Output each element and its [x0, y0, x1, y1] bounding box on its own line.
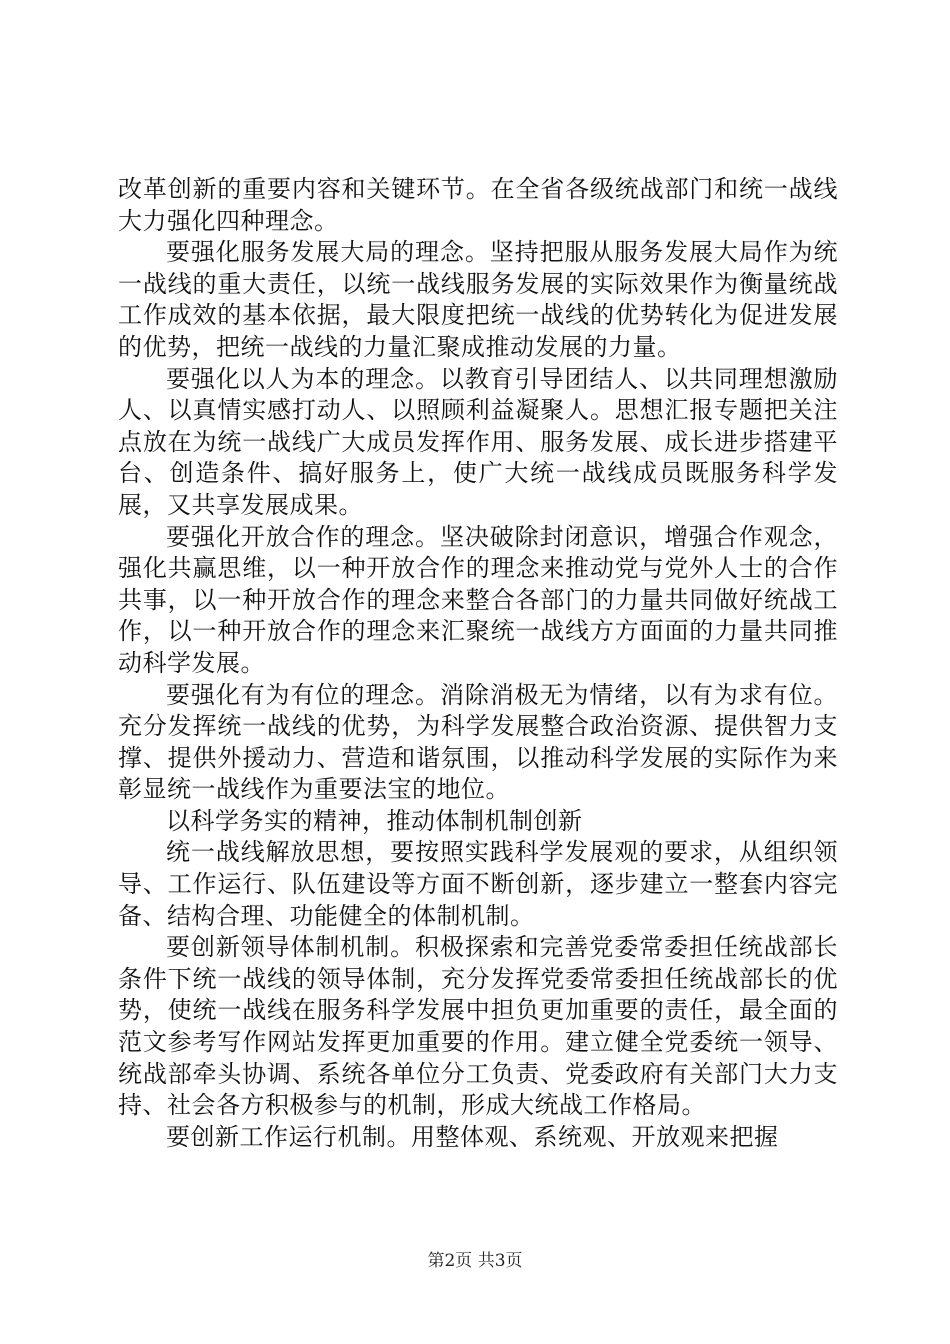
- paragraph-people-oriented: 要强化以人为本的理念。以教育引导团结人、以共同理想激励人、以真情实感打动人、以照顾利益凝聚人。思想汇报专题把关注点放在为统一战线广大成员发挥作用、服务发展、成长进步搭建平台、创造条件、搞好服务上，使广大统一战线成员既服务科学发展，又共享发展成果。: [118, 364, 838, 519]
- paragraph-open-cooperation: 要强化开放合作的理念。坚决破除封闭意识，增强合作观念，强化共赢思维，以一种开放合作的理念来推动党与党外人士的合作共事，以一种开放合作的理念来整合各部门的力量共同做好统战工作，以一种开放合作的理念来汇聚统一战线方方面面的力量共同推动科学发展。: [118, 522, 838, 677]
- paragraph-operation-mechanism: 要创新工作运行机制。用整体观、系统观、开放观来把握: [166, 1122, 779, 1151]
- document-body: [118, 174, 838, 1153]
- paragraph-service-development: 要强化服务发展大局的理念。坚持把服从服务发展大局作为统一战线的重大责任，以统一战线服务发展的实际效果作为衡量统战工作成效的基本依据，最大限度把统一战线的优势转化为促进发展的优势，把统一战线的力量汇聚成推动发展的力量。: [118, 238, 838, 361]
- paragraph-continuation: 改革创新的重要内容和关键环节。在全省各级统战部门和统一战线大力强化四种理念。: [118, 175, 838, 235]
- paragraph-proactive: 要强化有为有位的理念。消除消极无为情绪，以有为求有位。充分发挥统一战线的优势，为科学发展整合政治资源、提供智力支撑、提供外援动力、营造和谐氛围，以推动科学发展的实际作为来彰显统一战线作为重要法宝的地位。: [118, 680, 838, 804]
- page-footer: 第2页 共3页: [427, 1251, 523, 1271]
- paragraph-mechanism-intro: 统一战线解放思想，要按照实践科学发展观的要求，从组织领导、工作运行、队伍建设等方面不断创新，逐步建立一整套内容完备、结构合理、功能健全的体制机制。: [118, 838, 838, 930]
- paragraph-leadership-mechanism: 要创新领导体制机制。积极探索和完善党委常委担任统战部长条件下统一战线的领导体制，充分发挥党委常委担任统战部长的优势，使统一战线在服务科学发展中担负更加重要的责任，最全面的范文参考写作网站发挥更加重要的作用。建立健全党委统一领导、统战部牵头协调、系统各单位分工负责、党委政府有关部门大力支持、社会各方积极参与的机制，形成大统战工作格局。: [118, 933, 838, 1120]
- section-heading: 以科学务实的精神，推动体制机制创新: [166, 806, 583, 835]
